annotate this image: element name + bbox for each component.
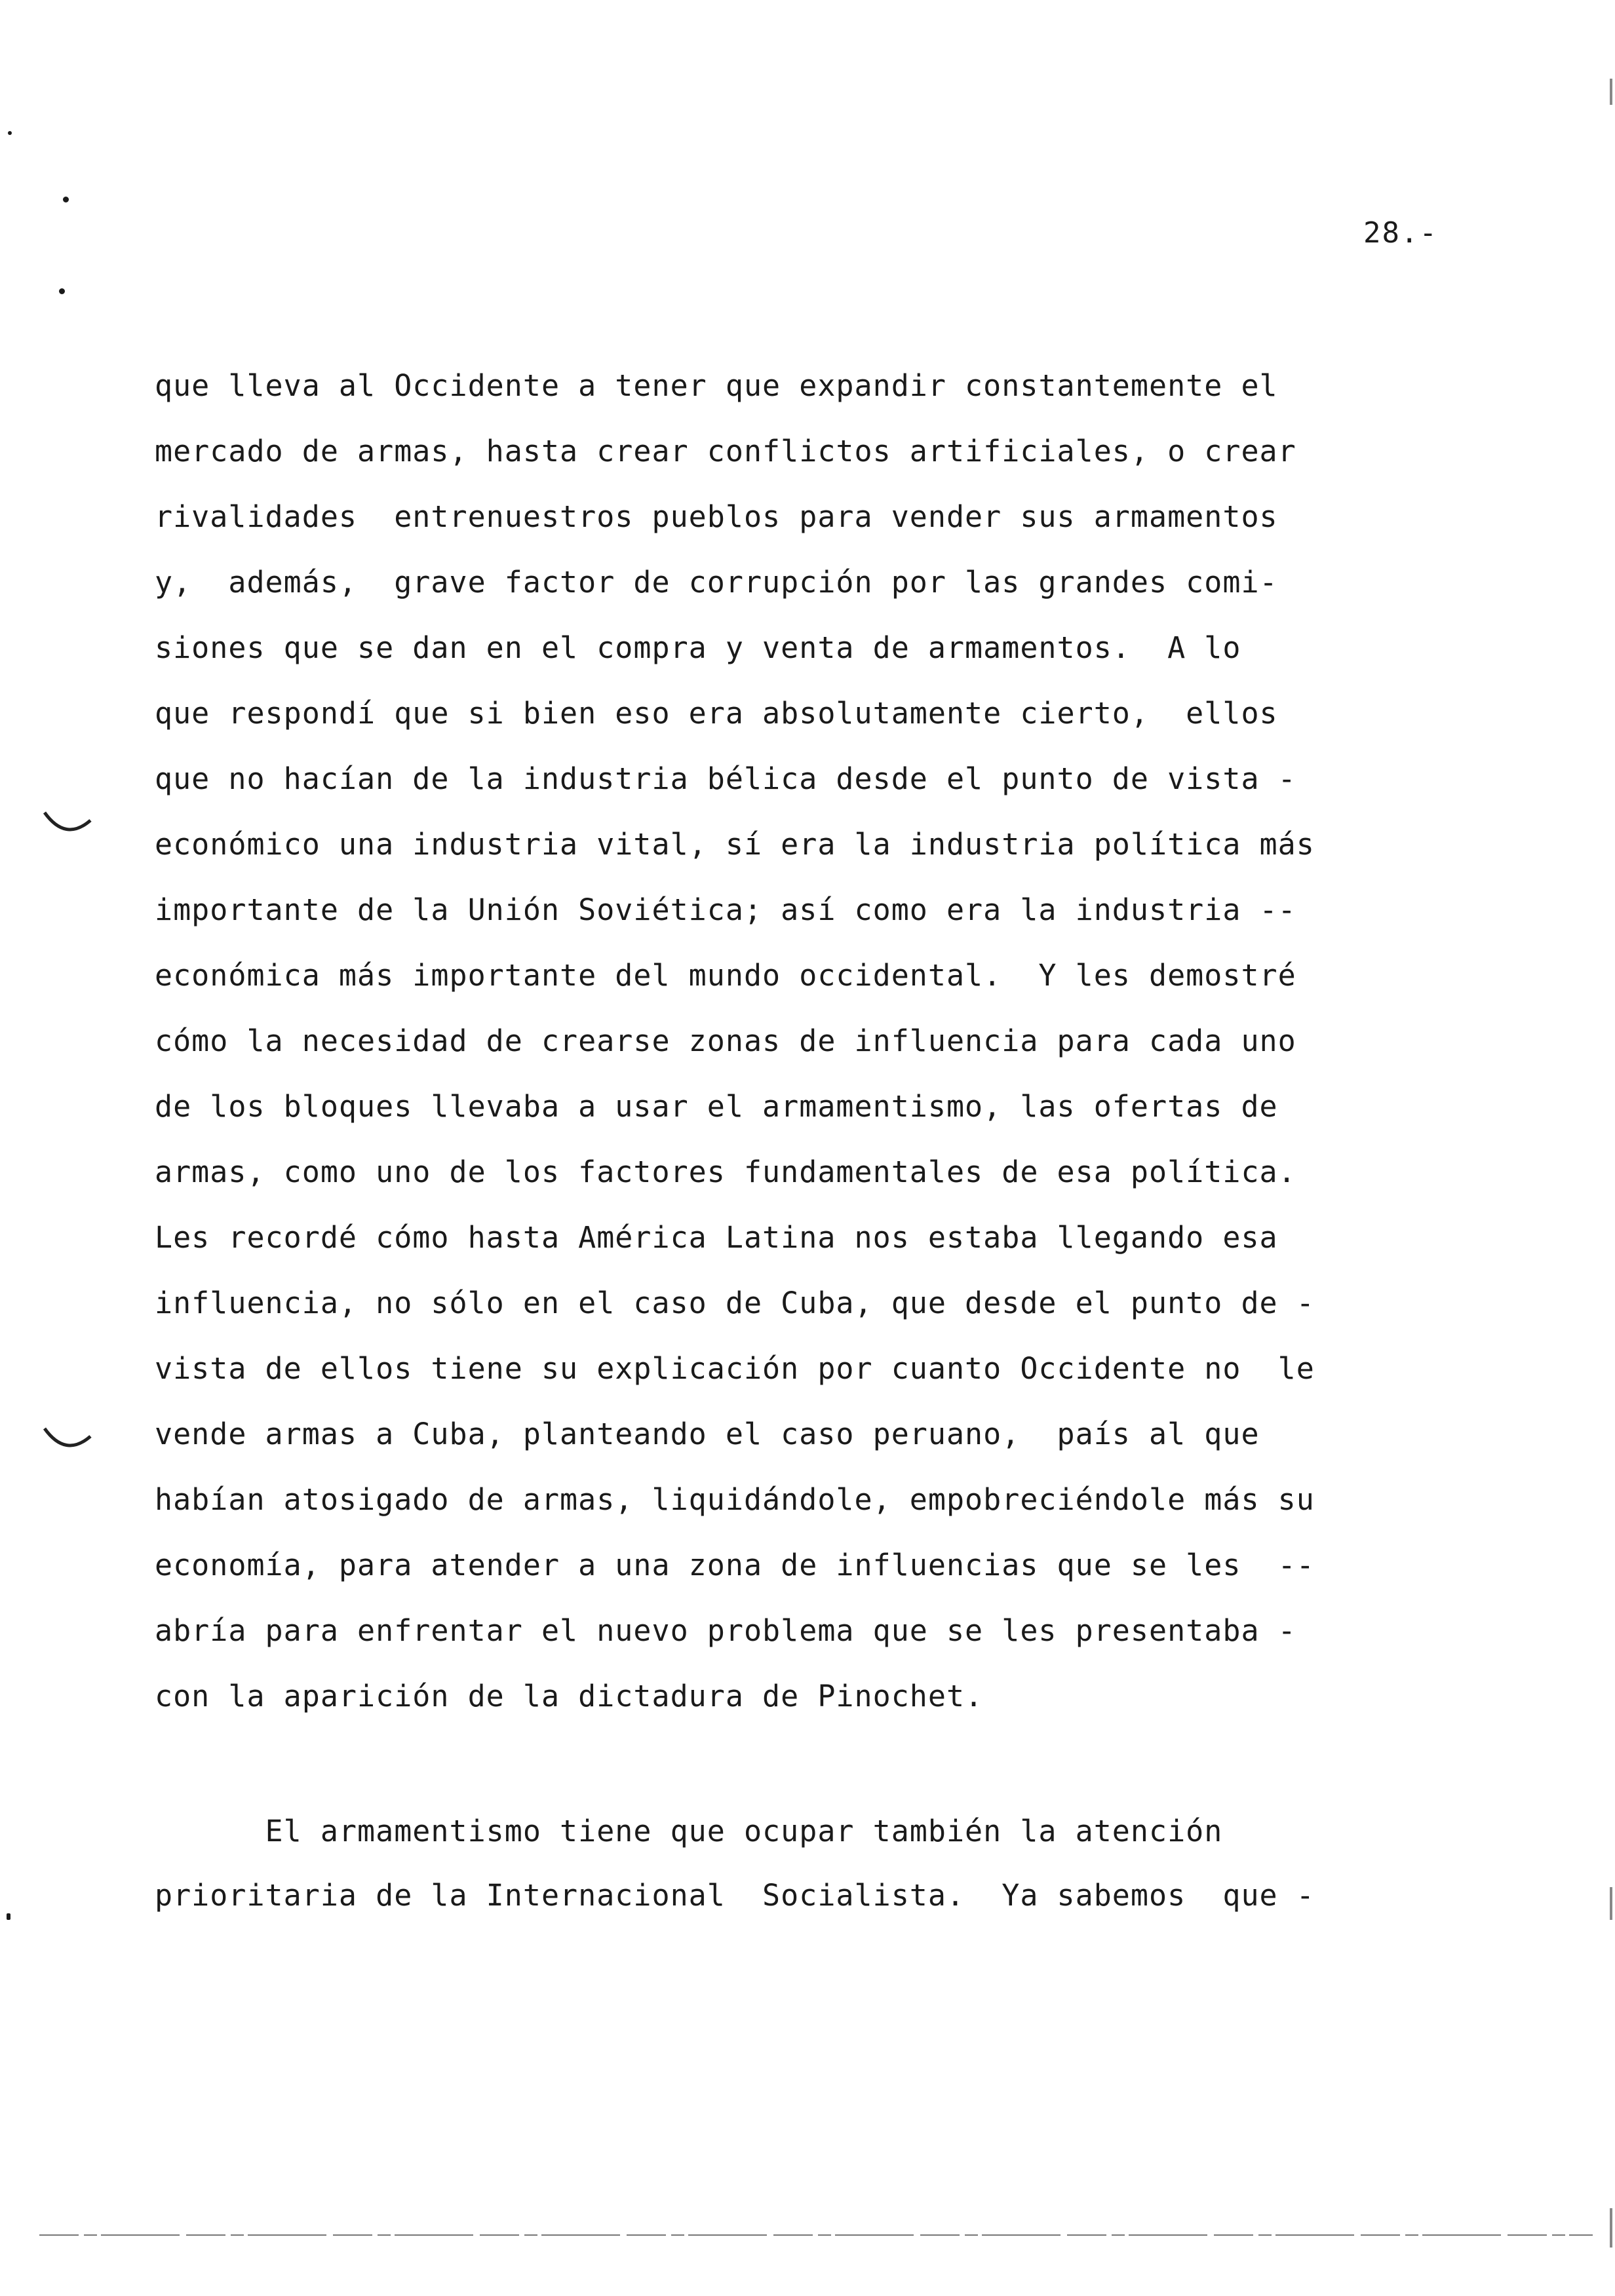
text-line: económica más importante del mundo occidental. Y les demostré [155, 958, 1296, 993]
text-line: siones que se dan en el compra y venta de armamentos. A lo [155, 630, 1241, 665]
text-line: prioritaria de la Internacional Socialista. Ya sabemos que - [155, 1878, 1315, 1913]
text-line: El armamentismo tiene que ocupar también la atención [155, 1814, 1223, 1848]
margin-dot [8, 131, 12, 135]
text-line: importante de la Unión Soviética; así como era la industria -- [155, 892, 1296, 927]
text-line: habían atosigado de armas, liquidándole, empobreciéndole más su [155, 1482, 1315, 1517]
text-line: económico una industria vital, sí era la industria política más [155, 827, 1315, 862]
text-line: Les recordé cómo hasta América Latina nos estaba llegando esa [155, 1220, 1278, 1255]
scan-edge-line [39, 2233, 1593, 2237]
text-line: cómo la necesidad de crearse zonas de influencia para cada uno [155, 1024, 1296, 1058]
text-line: mercado de armas, hasta crear conflictos artificiales, o crear [155, 434, 1296, 469]
scan-edge-mark [1610, 1887, 1612, 1920]
text-line: economía, para atender a una zona de influencias que se les -- [155, 1548, 1315, 1582]
scan-edge-mark [1610, 2208, 1612, 2248]
text-line: que respondí que si bien eso era absolutamente cierto, ellos [155, 696, 1278, 731]
text-line: de los bloques llevaba a usar el armamentismo, las ofertas de [155, 1089, 1278, 1124]
scan-edge-mark [1610, 79, 1612, 105]
text-line: abría para enfrentar el nuevo problema que se les presentaba - [155, 1613, 1296, 1648]
text-line: y, además, grave factor de corrupción por las grandes comi- [155, 565, 1278, 600]
binder-hole-mark [39, 806, 98, 845]
binder-hole-mark [39, 1422, 98, 1461]
page-number: 28.- [1363, 216, 1438, 250]
margin-dot [59, 288, 65, 294]
text-line: con la aparición de la dictadura de Pinochet. [155, 1679, 984, 1713]
text-line: armas, como uno de los factores fundamentales de esa política. [155, 1155, 1296, 1189]
text-line: influencia, no sólo en el caso de Cuba, que desde el punto de - [155, 1286, 1315, 1320]
margin-dot [7, 1913, 10, 1920]
text-line: que no hacían de la industria bélica desde el punto de vista - [155, 761, 1296, 796]
text-line: rivalidades entrenuestros pueblos para vender sus armamentos [155, 499, 1278, 534]
margin-dot [63, 197, 69, 202]
text-line: vista de ellos tiene su explicación por cuanto Occidente no le [155, 1351, 1315, 1386]
text-line: vende armas a Cuba, planteando el caso peruano, país al que [155, 1417, 1260, 1451]
text-line: que lleva al Occidente a tener que expandir constantemente el [155, 368, 1278, 403]
